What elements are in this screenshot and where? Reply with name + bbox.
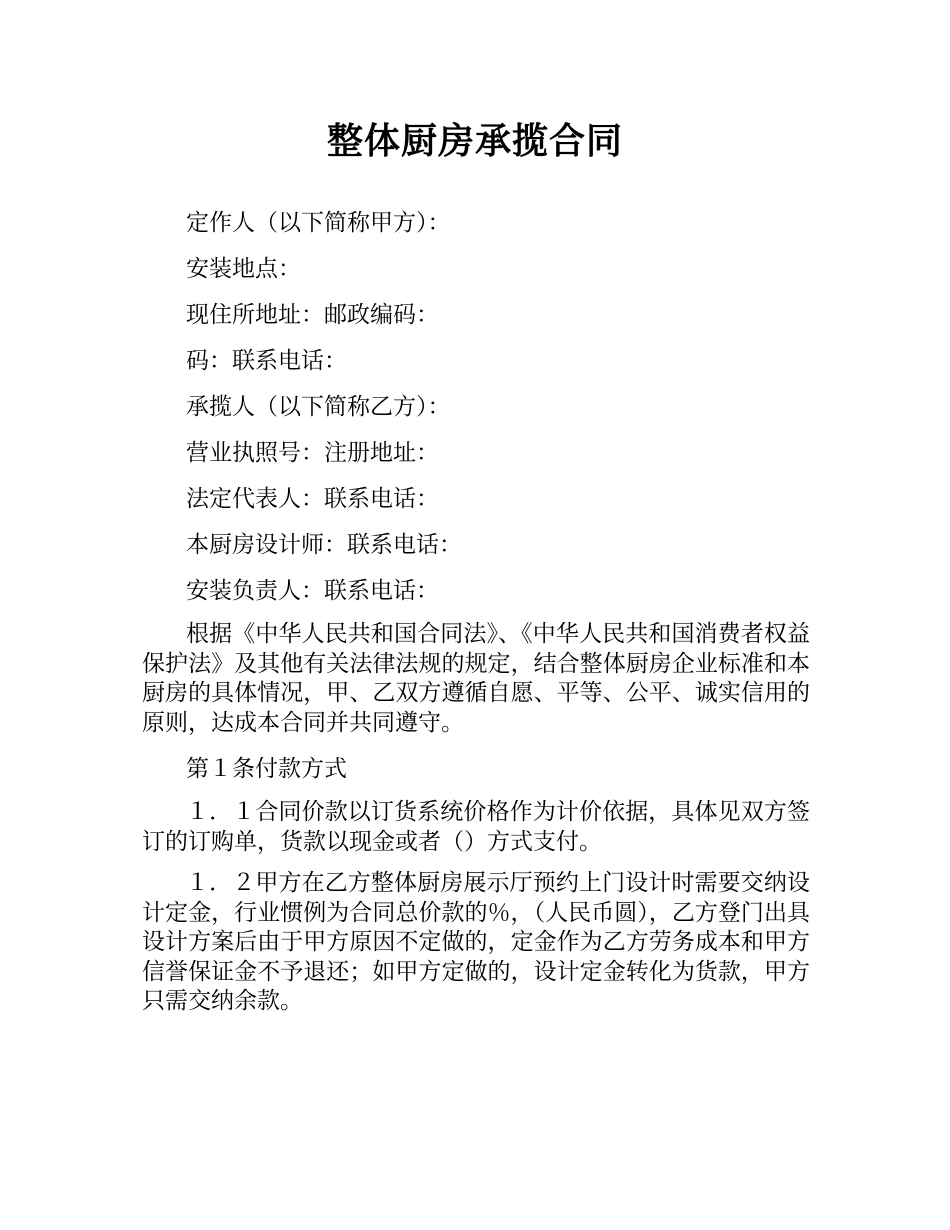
install-manager-field: 安装负责人：联系电话：: [186, 578, 439, 604]
legal-representative-field: 法定代表人：联系电话：: [186, 486, 439, 512]
preamble-paragraph: 根据《中华人民共和国合同法》、《中华人民共和国消费者权益保护法》及其他有关法律法规的规定，结合整体厨房企业标准和本厨房的具体情况，甲、乙双方遵循自愿、平等、公平、诚实信用的原则，达成本合同并共同遵守。: [142, 621, 810, 736]
section-1-heading: 第１条付款方式: [186, 756, 347, 782]
address-postcode-field: 现住所地址：邮政编码：: [186, 302, 439, 328]
party-a-field: 定作人（以下简称甲方）：: [186, 210, 451, 236]
document-body: [142, 200, 810, 1017]
document-title: 整体厨房承揽合同: [326, 121, 623, 162]
party-b-field: 承揽人（以下简称乙方）：: [186, 394, 451, 420]
clause-1-2: １．２甲方在乙方整体厨房展示厅预约上门设计时需要交纳设计定金，行业惯例为合同总价款的％，（人民币圆），乙方登门出具设计方案后由于甲方原因不定做的，定金作为乙方劳务成本和甲方信誉保证金不予退还；如甲方定做的，设计定金转化为货款，甲方只需交纳余款。: [142, 870, 810, 1014]
clause-1-1: １．１合同价款以订货系统价格作为计价依据，具体见双方签订的订购单，货款以现金或者（）方式支付。: [142, 799, 810, 855]
install-location-field: 安装地点：: [186, 256, 301, 282]
business-license-field: 营业执照号：注册地址：: [186, 440, 439, 466]
designer-field: 本厨房设计师：联系电话：: [186, 532, 462, 558]
phone-field: 码：联系电话：: [186, 348, 347, 374]
